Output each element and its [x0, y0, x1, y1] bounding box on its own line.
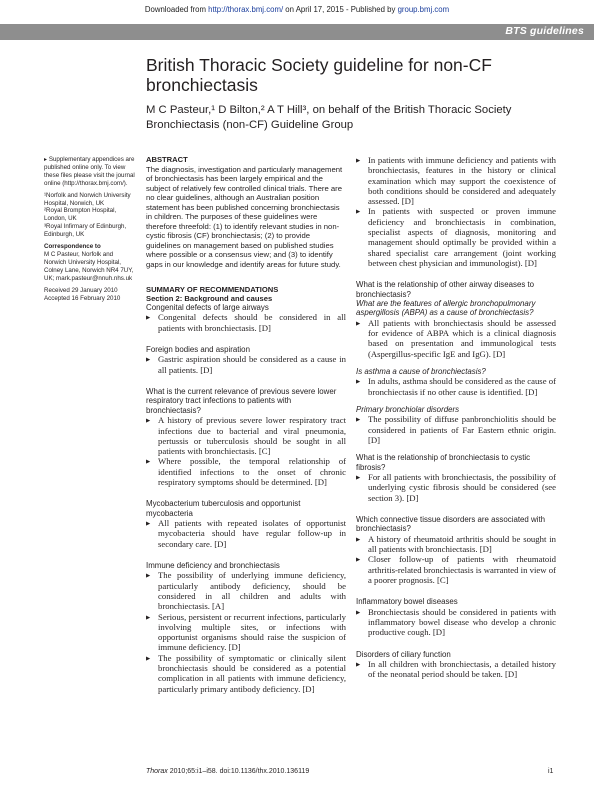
bullet-immune-d: ▶ In patients with immune deficiency and patients with bronchiectasis, features in the history or clinical examination which may support the coexistence of both conditions should be considered and adequately assessed. [D]: [356, 155, 556, 206]
subhead-bronchiolar: Primary bronchiolar disorders: [356, 405, 460, 415]
subhead-congenital: Congenital defects of large airways: [146, 302, 269, 312]
subhead-connective: Which connective tissue disorders are associated with bronchiectasis?: [356, 515, 546, 534]
bullet-ibd: ▶ Bronchiectasis should be considered in patients with inflammatory bowel disease who develop a chronic productive cough. [D]: [356, 607, 556, 638]
bullet-immune-a: ▶ The possibility of underlying immune deficiency, particularly antibody deficiency, should be considered in all children and adults with bronchiectasis. [A]: [146, 570, 346, 611]
summary-heading: SUMMARY OF RECOMMENDATIONS: [146, 284, 279, 294]
affiliation-1: ¹Norfolk and Norwich University Hospital, Norwich, UK: [44, 191, 131, 207]
list-abpa: [356, 318, 556, 359]
supplementary-note: ▸ Supplementary appendices are published online only. To view these files please visit the journal online (http://thorax.bmj.com/).: [44, 156, 135, 187]
list-bronchiolar: [356, 414, 556, 445]
bullet-congenital: ▶ Congenital defects should be considered in all patients with bronchiectasis. [D]: [146, 312, 346, 333]
article-title: British Thoracic Society guideline for non-CF bronchiectasis: [146, 55, 492, 95]
subhead-lrti: What is the current relevance of previous severe lower respiratory tract infections to patients with bronchiectasis?: [146, 386, 337, 415]
subhead-abpa: What are the features of allergic bronchopulmonary aspergillosis (ABPA) as a cause of bronchiectasis?: [356, 299, 536, 318]
subhead-ciliary: Disorders of ciliary function: [356, 649, 451, 659]
bullet-cf: ▶ For all patients with bronchiectasis, the possibility of underlying cystic fibrosis should be considered (see section 3). [D]: [356, 472, 556, 503]
bullet-immune-e: ▶ In patients with suspected or proven immune deficiency and bronchiectasis in combination, specialist aspects of diagnosis, monitoring and management should optimally be provided within a shared specialist care arrangement (joint working between chest physician and immunologist). [D]: [356, 206, 556, 268]
list-foreign-bodies: [146, 354, 346, 375]
abstract-heading: ABSTRACT: [146, 155, 188, 164]
subhead-ibd: Inflammatory bowel diseases: [356, 597, 458, 607]
correspondence-heading: Correspondence to: [44, 243, 101, 251]
bullet-lrti-history: ▶ A history of previous severe lower respiratory tract infections due to bacterial and viral pneumonia, pertussis or tuberculosis should be sought in all patients with bronchiectasis. [C]: [146, 415, 346, 456]
list-asthma: [356, 376, 556, 397]
subhead-asthma: Is asthma a cause of bronchiectasis?: [356, 367, 486, 377]
abstract-text: The diagnosis, investigation and particularly management of bronchiectasis has been largely empirical and the subject of relatively few controlled clinical trials. There are no clear guidelines, although an Australian position statement has been published concerning bronchiectasis in children. The purposes of these guidelines were therefore threefold: (1) to identify relevant studies in non-cystic fibrosis (CF) bronchiectasis; (2) to provide guidelines on management based on published studies where possible or a consensus view; and (3) to identify gaps in our knowledge and identify areas for future study.: [146, 165, 343, 269]
page-number: i1: [548, 768, 554, 775]
bullet-immune-c: ▶ The possibility of symptomatic or clinically silent bronchiectasis should be considered as a potential complication in all patients with immune deficiency, particularly primary antibody deficiency. [D]: [146, 653, 346, 694]
bullet-aspiration: ▶ Gastric aspiration should be considered as a cause in all patients. [D]: [146, 354, 346, 375]
download-date: on April 17, 2015 - Published by: [285, 5, 396, 14]
received-date: Received 29 January 2010: [44, 286, 118, 294]
bullet-rheumatoid-a: ▶ A history of rheumatoid arthritis should be sought in all patients with bronchiectasis. [D]: [356, 534, 556, 555]
subhead-foreign-bodies: Foreign bodies and aspiration: [146, 344, 250, 354]
subhead-immune: Immune deficiency and bronchiectasis: [146, 560, 280, 570]
sidebar: [44, 156, 136, 306]
journal-name: Thorax: [146, 768, 168, 775]
bullet-asthma: ▶ In adults, asthma should be considered as the cause of bronchiectasis if no other cause is identified. [D]: [356, 376, 556, 397]
subhead-airway: What is the relationship of other airway diseases to bronchiectasis?: [356, 280, 535, 299]
section-band: [0, 24, 594, 40]
list-immune: [146, 570, 346, 694]
citation-doi: 2010;65:i1–i58. doi:10.1136/thx.2010.136119: [169, 768, 310, 775]
left-column: [146, 155, 346, 694]
download-prefix: Downloaded from: [144, 5, 206, 14]
list-cf: [356, 472, 556, 503]
list-congenital: [146, 312, 346, 333]
accepted-date: Accepted 16 February 2010: [44, 294, 121, 302]
right-column: [356, 155, 556, 680]
download-banner: [0, 0, 594, 20]
affiliation-2: ²Royal Brompton Hospital, London, UK: [44, 207, 117, 223]
bullet-lrti-temporal: ▶ Where possible, the temporal relationship of identified infections to the onset of chronic respiratory symptoms should be determined. [D]: [146, 456, 346, 487]
correspondence: M C Pasteur, Norfolk and Norwich University Hospital, Colney Lane, Norwich NR4 7UY, UK; mark.pasteur@nnuh.nhs.uk: [44, 250, 134, 282]
bullet-mycobacteria: ▶ All patients with repeated isolates of opportunist mycobacteria should have regular follow-up in secondary care. [D]: [146, 518, 346, 549]
list-mycobacteria: [146, 518, 346, 549]
list-lrti: [146, 415, 346, 487]
bullet-abpa: ▶ All patients with bronchiectasis should be assessed for evidence of ABPA which is a clinical diagnosis based on presentation and immunological tests (Aspergillus-specific IgE and IgG). [D]: [356, 318, 556, 359]
bullet-rheumatoid-b: ▶ Closer follow-up of patients with rheumatoid arthritis-related bronchiectasis is warranted in view of a poorer prognosis. [C]: [356, 554, 556, 585]
affiliation-3: ³Royal Infirmary of Edinburgh, Edinburgh, UK: [44, 223, 127, 239]
section-label: BTS guidelines: [505, 25, 584, 37]
subhead-mycobacteria: Mycobacterium tuberculosis and opportunist mycobacteria: [146, 499, 301, 518]
bullet-panbronchiolitis: ▶ The possibility of diffuse panbronchiolitis should be considered in patients of Far Eastern ethnic origin. [D]: [356, 414, 556, 445]
bullet-immune-b: ▶ Serious, persistent or recurrent infections, particularly involving multiple sites, or infections with opportunist organisms should raise the suspicion of immune deficiency. [D]: [146, 612, 346, 653]
list-immune-cont: [356, 155, 556, 268]
footer-citation: [146, 768, 309, 775]
list-connective: [356, 534, 556, 585]
publisher-link[interactable]: group.bmj.com: [397, 5, 450, 14]
list-ciliary: [356, 659, 556, 680]
article-authors: M C Pasteur,¹ D Bilton,² A T Hill³, on behalf of the British Thoracic Society Bronchiectasis (non-CF) Guideline Group: [146, 104, 512, 131]
subhead-cf: What is the relationship of bronchiectasis to cystic fibrosis?: [356, 453, 531, 472]
section-2-heading: Section 2: Background and causes: [146, 293, 273, 303]
bullet-ciliary: ▶ In all children with bronchiectasis, a detailed history of the neonatal period should be taken. [D]: [356, 659, 556, 680]
list-ibd: [356, 607, 556, 638]
journal-link[interactable]: http://thorax.bmj.com/: [208, 5, 284, 14]
